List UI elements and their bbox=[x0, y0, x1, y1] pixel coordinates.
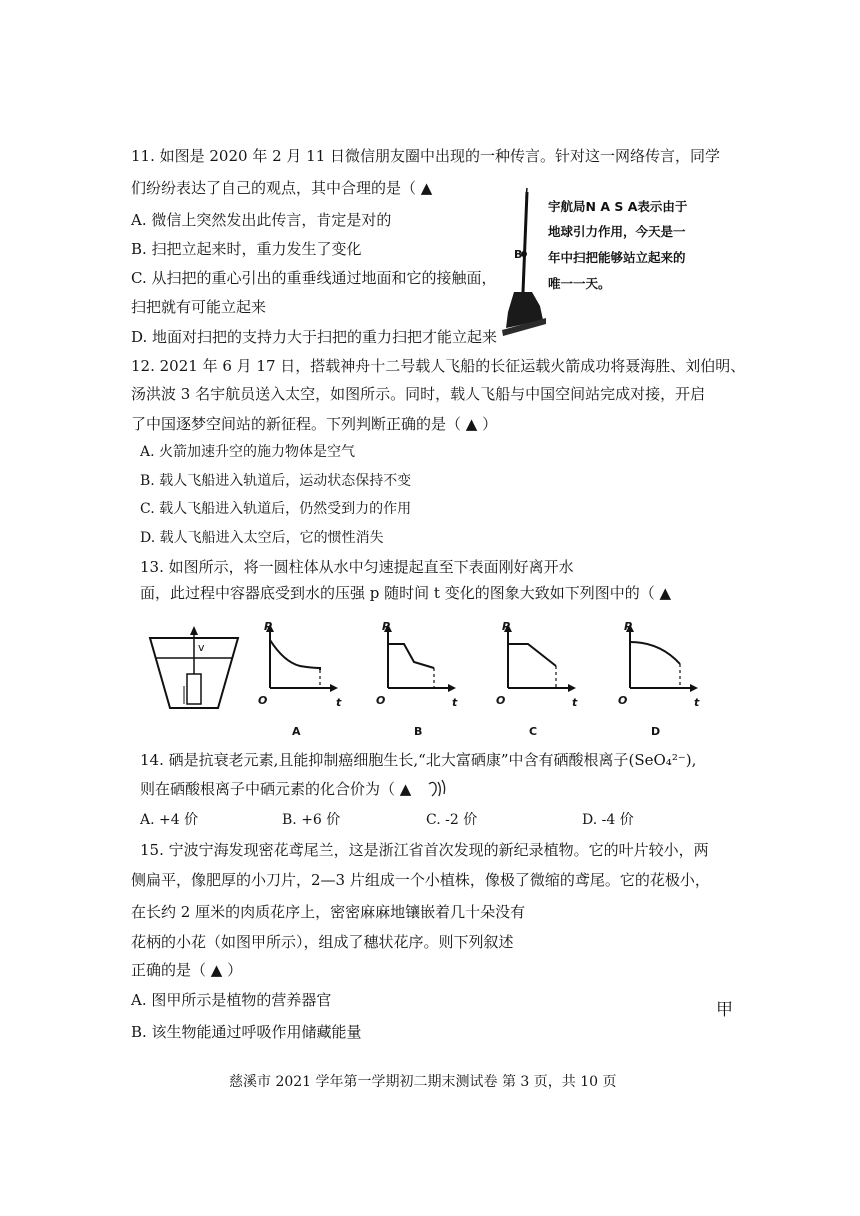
graph-c-t-label: t bbox=[572, 696, 578, 709]
rumor-text-line-2: 地球引力作用，今天是一 bbox=[548, 224, 686, 239]
rumor-text-line-3: 年中扫把能够站立起来的 bbox=[548, 250, 686, 265]
q12-option-a: A. 火箭加速升空的施力物体是空气 bbox=[140, 444, 356, 460]
q12-option-d: D. 载人飞船进入太空后，它的惯性消失 bbox=[140, 530, 384, 546]
q15-option-b: B. 该生物能通过呼吸作用储藏能量 bbox=[131, 1023, 362, 1041]
q12-stem-line-1: 12. 2021 年 6 月 17 日，搭载神舟十二号载人飞船的长征运载火箭成功将聂海胜、刘伯明、 bbox=[131, 357, 746, 375]
graph-b-p-label: P bbox=[382, 620, 391, 633]
broom-center-label: B bbox=[514, 248, 523, 261]
q14-option-a: A. +4 价 bbox=[140, 812, 199, 828]
q14-stem-line-2: 则在硒酸根离子中硒元素的化合价为（ ▲ bbox=[140, 780, 412, 798]
q15-stem-line-3: 在长约 2 厘米的肉质花序上，密密麻麻地镶嵌着几十朵没有 bbox=[131, 903, 526, 921]
graph-d-label: D bbox=[651, 725, 661, 738]
q14-option-b: B. +6 价 bbox=[282, 812, 341, 828]
container-diagram bbox=[146, 624, 242, 712]
graph-a-t-label: t bbox=[336, 696, 342, 709]
graph-a-label: A bbox=[292, 725, 301, 738]
velocity-label: v bbox=[198, 641, 205, 654]
graph-a-p-label: P bbox=[264, 620, 273, 633]
q15-stem-line-1: 15. 宁波宁海发现密花鸢尾兰，这是浙江省首次发现的新纪录植物。它的叶片较小，两 bbox=[140, 841, 709, 859]
graph-d-o-label: O bbox=[618, 694, 628, 707]
graph-b-o-label: O bbox=[376, 694, 386, 707]
page-footer: 慈溪市 2021 学年第一学期初二期末测试卷 第 3 页，共 10 页 bbox=[229, 1074, 617, 1090]
q12-stem-line-3: 了中国逐梦空间站的新征程。下列判断正确的是（ ▲ ） bbox=[131, 415, 498, 433]
q11-option-b: B. 扫把立起来时，重力发生了变化 bbox=[131, 240, 362, 258]
q14-stem-line-1: 14. 硒是抗衰老元素,且能抑制癌细胞生长,“北大富硒康”中含有硒酸根离子(SeO₄²⁻), bbox=[140, 751, 697, 769]
q11-option-c-line-1: C. 从扫把的重心引出的重垂线通过地面和它的接触面， bbox=[131, 269, 497, 287]
q15-stem-line-2: 侧扁平，像肥厚的小刀片，2—3 片组成一个小植株，像极了微缩的鸢尾。它的花极小， bbox=[131, 871, 710, 889]
graph-b-label: B bbox=[414, 725, 423, 738]
rumor-text-line-4: 唯一一天。 bbox=[548, 276, 611, 291]
graph-d-t-label: t bbox=[694, 696, 700, 709]
graph-a-o-label: O bbox=[258, 694, 268, 707]
q15-option-a: A. 图甲所示是植物的营养器官 bbox=[131, 991, 332, 1009]
q15-stem-line-5: 正确的是（ ▲ ） bbox=[131, 961, 243, 979]
q12-option-b: B. 载人飞船进入轨道后，运动状态保持不变 bbox=[140, 473, 412, 489]
handwritten-mark bbox=[426, 778, 448, 800]
graph-c-label: C bbox=[529, 725, 538, 738]
q13-stem-line-1: 13. 如图所示，将一圆柱体从水中匀速提起直至下表面刚好离开水 bbox=[140, 558, 574, 576]
q14-option-d: D. -4 价 bbox=[582, 812, 634, 828]
q15-stem-line-4: 花柄的小花（如图甲所示），组成了穗状花序。则下列叙述 bbox=[131, 933, 514, 951]
q12-option-c: C. 载人飞船进入轨道后，仍然受到力的作用 bbox=[140, 501, 412, 517]
q13-stem-line-2: 面，此过程中容器底受到水的压强 p 随时间 t 变化的图象大致如下列图中的（ ▲ bbox=[140, 584, 672, 602]
q12-stem-line-2: 汤洪波 3 名宇航员送入太空，如图所示。同时，载人飞船与中国空间站完成对接，开启 bbox=[131, 385, 706, 403]
graph-d-p-label: P bbox=[624, 620, 633, 633]
rumor-text-line-1: 宇航局N A S A表示由于 bbox=[548, 199, 688, 214]
graph-c-p-label: P bbox=[502, 620, 511, 633]
graph-b-t-label: t bbox=[452, 696, 458, 709]
q11-option-a: A. 微信上突然发出此传言，肯定是对的 bbox=[131, 211, 392, 229]
figure-jia-label: 甲 bbox=[716, 1000, 733, 1020]
q11-stem-line-1: 11. 如图是 2020 年 2 月 11 日微信朋友圈中出现的一种传言。针对这一网络传言，同学 bbox=[131, 147, 721, 165]
q14-option-c: C. -2 价 bbox=[426, 812, 478, 828]
broom-figure bbox=[500, 188, 550, 338]
q11-option-d: D. 地面对扫把的支持力大于扫把的重力扫把才能立起来 bbox=[131, 328, 498, 346]
q11-option-c-line-2: 扫把就有可能立起来 bbox=[131, 298, 267, 316]
q11-stem-line-2: 们纷纷表达了自己的观点，其中合理的是（ ▲ bbox=[131, 179, 433, 197]
graph-c-o-label: O bbox=[496, 694, 506, 707]
